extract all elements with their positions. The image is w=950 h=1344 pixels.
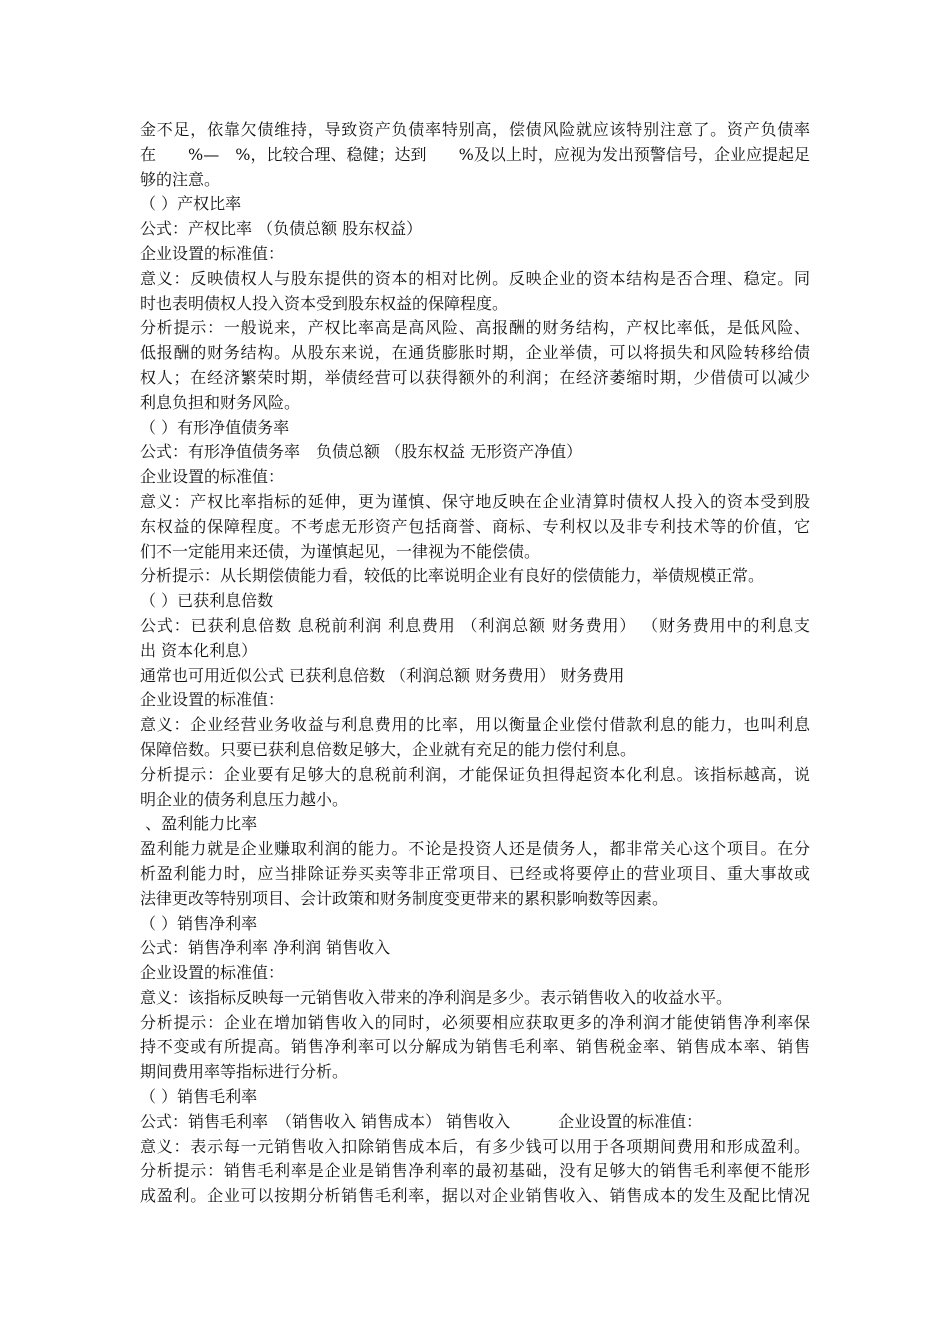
text-line: 分析提示：一般说来，产权比率高是高风险、高报酬的财务结构，产权比率低，是低风险、 [140, 318, 810, 338]
text-line: 意义：该指标反映每一元销售收入带来的净利润是多少。表示销售收入的收益水平。 [140, 987, 733, 1007]
standard-value-line: 企业设置的标准值： [140, 467, 285, 487]
section-heading: 、盈利能力比率 [140, 814, 258, 834]
text-line: 持不变或有所提高。销售净利率可以分解成为销售毛利率、销售税金率、销售成本率、销售 [140, 1037, 810, 1057]
text-line: 金不足，依靠欠债维持，导致资产负债率特别高，偿债风险就应该特别注意了。资产负债率 [140, 120, 810, 139]
standard-value-line: 企业设置的标准值： [140, 963, 285, 983]
text-line: 保障倍数。只要已获利息倍数足够大，企业就有充足的能力偿付利息。 [140, 739, 637, 759]
text-line: 析盈利能力时，应当排除证券买卖等非正常项目、已经或将要停止的营业项目、重大事故或 [140, 863, 810, 883]
text-line: 期间费用率等指标进行分析。 [140, 1062, 349, 1082]
standard-value-line: 企业设置的标准值： [140, 690, 285, 710]
text-line: 时也表明债权人投入资本受到股东权益的保障程度。 [140, 293, 509, 313]
text-line: 法律更改等特别项目、会计政策和财务制度变更带来的累积影响数等因素。 [140, 888, 669, 908]
text-line: 够的注意。 [140, 169, 221, 189]
section-heading: （ ）产权比率 [140, 194, 242, 214]
formula-line: 公式：已获利息倍数 息税前利润 利息费用 （利润总额 财务费用） （财务费用中的利息支 [140, 615, 810, 635]
formula-line: 公式：销售净利率 净利润 销售收入 [140, 938, 391, 958]
text-line: 权人；在经济繁荣时期，举债经营可以获得额外的利润；在经济萎缩时期，少借债可以减少 [140, 367, 810, 387]
formula-line: 公式：有形净值债务率 负债总额 （股东权益 无形资产净值） [140, 442, 583, 462]
formula-line: 出 资本化利息） [140, 640, 258, 660]
section-heading: （ ）有形净值债务率 [140, 417, 290, 437]
text-line: 东权益的保障程度。不考虑无形资产包括商誉、商标、专利权以及非专利技术等的价值，它 [140, 516, 810, 536]
text-line: 意义：产权比率指标的延伸，更为谨慎、保守地反映在企业清算时债权人投入的资本受到股 [140, 491, 810, 511]
text-line: 意义：表示每一元销售收入扣除销售成本后，有多少钱可以用于各项期间费用和形成盈利。 [140, 1136, 810, 1156]
text-line: 意义：企业经营业务收益与利息费用的比率，用以衡量企业偿付借款利息的能力，也叫利息 [140, 715, 810, 735]
text-line: 盈利能力就是企业赚取利润的能力。不论是投资人还是债务人，都非常关心这个项目。在分 [140, 839, 810, 859]
formula-line: 公式：销售毛利率 （销售收入 销售成本） 销售收入 企业设置的标准值： [140, 1111, 703, 1131]
text-line: 成盈利。企业可以按期分析销售毛利率，据以对企业销售收入、销售成本的发生及配比情况 [140, 1186, 810, 1206]
section-heading: （ ）销售毛利率 [140, 1087, 258, 1107]
text-line: 意义：反映债权人与股东提供的资本的相对比例。反映企业的资本结构是否合理、稳定。同 [140, 268, 810, 288]
section-heading: （ ）已获利息倍数 [140, 591, 274, 611]
formula-line: 通常也可用近似公式 已获利息倍数 （利润总额 财务费用） 财务费用 [140, 665, 625, 685]
text-line: 利息负担和财务风险。 [140, 392, 301, 412]
document-body [140, 118, 810, 1209]
standard-value-line: 企业设置的标准值： [140, 243, 285, 263]
text-line: 分析提示：从长期偿债能力看，较低的比率说明企业有良好的偿债能力，举债规模正常。 [140, 566, 765, 586]
text-line: 分析提示：企业在增加销售收入的同时，必须要相应获取更多的净利润才能使销售净利率保 [140, 1012, 810, 1032]
text-line: 们不一定能用来还债，为谨慎起见，一律视为不能偿债。 [140, 541, 541, 561]
formula-line: 公式：产权比率 （负债总额 股东权益） [140, 219, 423, 239]
text-line: 明企业的债务利息压力越小。 [140, 789, 349, 809]
text-line: 在 %— %，比较合理、稳健；达到 %及以上时，应视为发出预警信号，企业应提起足 [140, 144, 810, 164]
text-line: 分析提示：销售毛利率是企业是销售净利率的最初基础，没有足够大的销售毛利率便不能形 [140, 1161, 810, 1181]
text-line: 分析提示：企业要有足够大的息税前利润，才能保证负担得起资本化利息。该指标越高，说 [140, 764, 810, 784]
section-heading: （ ）销售净利率 [140, 913, 258, 933]
text-line: 低报酬的财务结构。从股东来说，在通货膨胀时期，企业举债，可以将损失和风险转移给债 [140, 343, 810, 363]
